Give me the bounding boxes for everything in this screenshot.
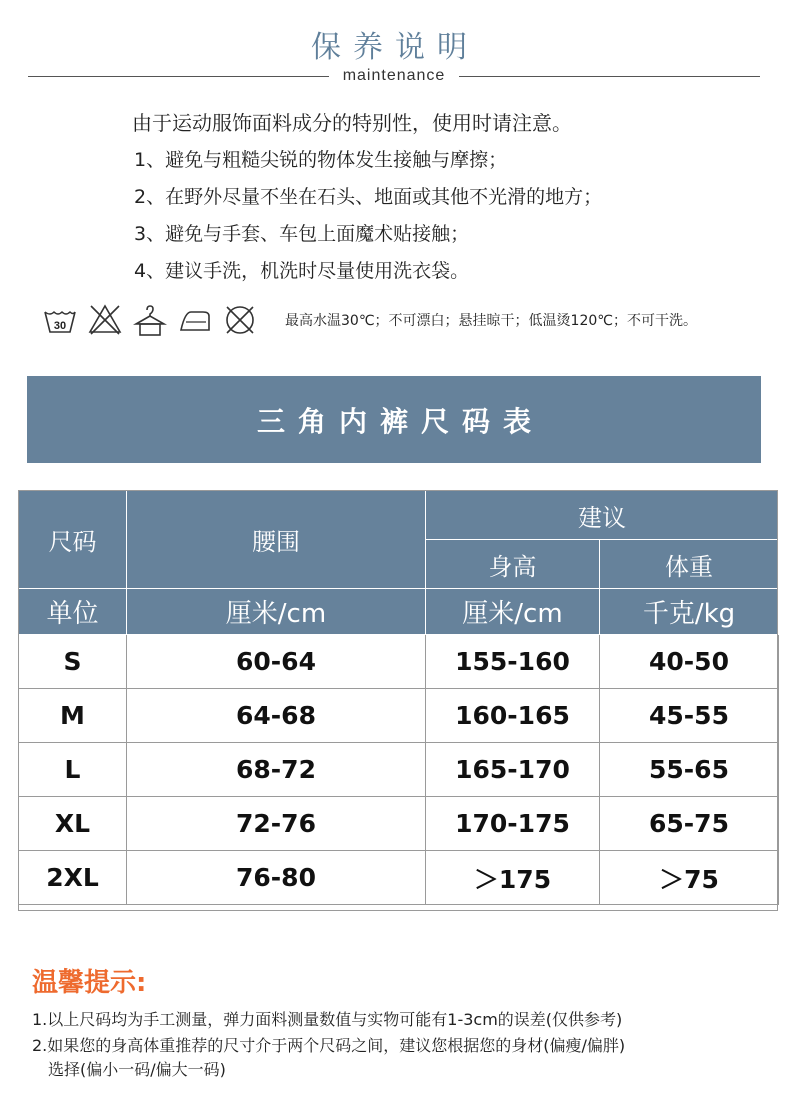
header-size: 尺码 — [19, 491, 127, 589]
cell-size: S — [19, 635, 127, 689]
table-row — [19, 851, 779, 905]
unit-weight: 千克/kg — [600, 589, 779, 635]
cell-waist: 76-80 — [127, 851, 426, 905]
care-rule: 1、避免与粗糙尖锐的物体发生接触与摩擦； — [134, 149, 508, 171]
subtitle-row — [28, 64, 760, 88]
tips-title: 温馨提示: — [32, 968, 147, 998]
size-table — [18, 490, 779, 905]
table-row — [19, 635, 779, 689]
low-iron-icon — [177, 302, 213, 338]
header-weight: 体重 — [600, 540, 779, 589]
divider-right — [459, 76, 760, 77]
care-symbols-row — [42, 302, 697, 338]
divider-left — [28, 76, 329, 77]
tip-line-continued: 选择(偏小一码/偏大一码) — [48, 1060, 226, 1079]
cell-size: XL — [19, 797, 127, 851]
size-chart-banner — [27, 376, 761, 463]
care-rule: 2、在野外尽量不坐在石头、地面或其他不光滑的地方； — [134, 186, 603, 208]
page-subtitle: maintenance — [342, 67, 446, 84]
hang-dry-icon — [132, 302, 168, 338]
table-row — [19, 743, 779, 797]
care-rule: 3、避免与手套、车包上面魔术贴接触； — [134, 223, 470, 245]
care-intro: 由于运动服饰面料成分的特别性，使用时请注意。 — [132, 111, 572, 135]
care-rules-list — [134, 144, 602, 292]
unit-label: 单位 — [19, 589, 127, 635]
cell-weight: ＞75 — [600, 851, 779, 905]
cell-size: L — [19, 743, 127, 797]
unit-waist: 厘米/cm — [127, 589, 426, 635]
cell-weight: 40-50 — [600, 635, 779, 689]
svg-text:30: 30 — [53, 320, 67, 332]
wash-30-icon — [42, 302, 78, 338]
tips-list — [32, 1008, 762, 1084]
header-waist: 腰围 — [127, 491, 426, 589]
cell-height: 170-175 — [426, 797, 600, 851]
tip-item — [32, 1008, 762, 1032]
banner-title: 三角内裤尺码表 — [256, 404, 544, 438]
cell-waist: 60-64 — [127, 635, 426, 689]
care-symbols-text: 最高水温30℃；不可漂白；悬挂晾干；低温烫120℃；不可干洗。 — [285, 313, 697, 329]
cell-height: 165-170 — [426, 743, 600, 797]
cell-weight: 45-55 — [600, 689, 779, 743]
header-height: 身高 — [426, 540, 600, 589]
cell-height: 155-160 — [426, 635, 600, 689]
cell-height: ＞175 — [426, 851, 600, 905]
table-row — [19, 797, 779, 851]
no-dry-clean-icon — [222, 302, 258, 338]
tip-line: 2.如果您的身高体重推荐的尺寸介于两个尺码之间，建议您根据您的身材(偏瘦/偏胖) — [32, 1036, 626, 1055]
cell-waist: 64-68 — [127, 689, 426, 743]
unit-height: 厘米/cm — [426, 589, 600, 635]
cell-size: M — [19, 689, 127, 743]
care-rule: 4、建议手洗，机洗时尽量使用洗衣袋。 — [134, 260, 470, 282]
cell-weight: 55-65 — [600, 743, 779, 797]
cell-waist: 68-72 — [127, 743, 426, 797]
header-suggest: 建议 — [426, 491, 779, 540]
cell-height: 160-165 — [426, 689, 600, 743]
table-row — [19, 689, 779, 743]
tip-item — [32, 1034, 762, 1082]
no-bleach-icon — [87, 302, 123, 338]
page-title: 保养说明 — [311, 30, 479, 65]
tip-line: 1.以上尺码均为手工测量，弹力面料测量数值与实物可能有1-3cm的误差(仅供参考) — [32, 1010, 623, 1029]
cell-weight: 65-75 — [600, 797, 779, 851]
cell-size: 2XL — [19, 851, 127, 905]
cell-waist: 72-76 — [127, 797, 426, 851]
